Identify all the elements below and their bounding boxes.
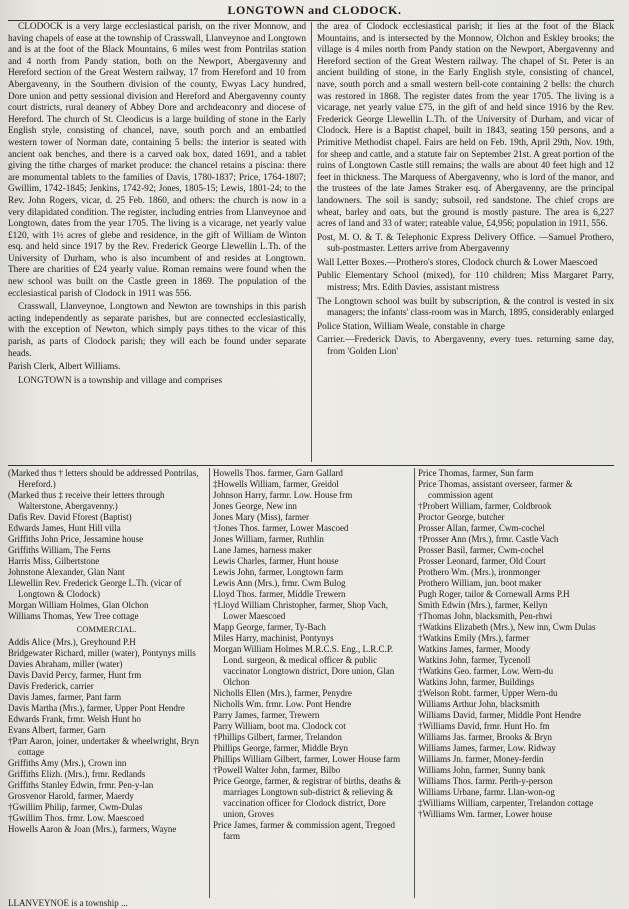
directory-entry: Johnstone Alexander, Glan Nant <box>8 567 125 577</box>
directory-entry: Watkins James, farmer, Moody <box>418 644 531 654</box>
directory-entry: Prothero Wm. (Mrs.), ironmonger <box>418 567 541 577</box>
directory-entry: Nicholls Wm. frmr. Low. Pont Hendre <box>213 699 352 709</box>
postal-note: (Marked thus † letters should be addressed Pontrilas, Hereford.) <box>8 468 199 489</box>
directory-entry: Williams David, farmer, Middle Pont Hendre <box>418 710 581 720</box>
directory-entry: †Gwillim Thos. frmr. Low. Maescoed <box>8 813 144 823</box>
directory-entry: Griffiths Amy (Mrs.), Crown inn <box>8 758 127 768</box>
directory-entry: Lane James, harness maker <box>213 545 312 555</box>
directory-entry: Jones William, farmer, Ruthlin <box>213 534 324 544</box>
directory-entry: †Williams David, frmr. Hunt Ho. fm <box>418 721 550 731</box>
directory-section <box>8 468 614 908</box>
description-paragraph: Wall Letter Boxes.—Prothero's stores, Clodock church & Lower Maescoed <box>317 257 598 268</box>
directory-column-1 <box>8 468 205 898</box>
description-left-column <box>8 22 306 462</box>
description-paragraph: Crasswall, Llanveynoe, Longtown and Newton are townships in this parish acting independently as separate parishes, but are connected ecclesiastically, with the exception of Newton, which simply pays tithes to the vicar of this parish, as parts of Clodock parish; they will each be found under separate heads. <box>8 302 306 359</box>
directory-entry: †Probert William, farmer, Coldbrook <box>418 501 552 511</box>
directory-entry: Williams Thos. farmr. Perth-y-person <box>418 776 553 786</box>
directory-entry: Parry William, boot ma. Clodock cot <box>213 721 346 731</box>
directory-entry: Griffiths Elizh. (Mrs.), frmr. Redlands <box>8 769 146 779</box>
directory-entry: Jones George, New inn <box>213 501 297 511</box>
description-paragraph: Carrier.—Frederick Davis, to Abergavenny, every tues. returning same day, from 'Golden Lion' <box>317 335 614 358</box>
directory-entry: †Phillips Gilbert, farmer, Trelandon <box>213 732 342 742</box>
directory-entry: Pugh Roger, tailor & Cornewall Arms P.H <box>418 589 570 599</box>
section-rule <box>8 465 614 466</box>
directory-entry: †Watkins Emily (Mrs.), farmer <box>418 633 530 643</box>
directory-entry: Mapp George, farmer, Ty-Bach <box>213 622 326 632</box>
directory-entry: †Parr Aaron, joiner, undertaker & wheelwright, Bryn cottage <box>8 736 199 757</box>
directory-entry: †Watkins Elizabeth (Mrs.), New inn, Cwm Dulas <box>418 622 596 632</box>
directory-entry: Edwards James, Hunt Hill villa <box>8 523 121 533</box>
directory-entry: Price George, farmer, & registrar of births, deaths & marriages Longtown sub-district & relieving & vaccination officer for Clodock district, Dore union, Groves <box>213 776 402 819</box>
directory-entry: Howells Aaron & Joan (Mrs.), farmers, Wayne <box>8 824 177 834</box>
directory-entry: Llewellin Rev. Frederick George L.Th. (vicar of Longtown & Clodock) <box>8 578 182 599</box>
directory-entry: Miles Harry, machinist, Pontynys <box>213 633 334 643</box>
directory-entry: Lewis Charles, farmer, Hunt house <box>213 556 339 566</box>
description-paragraph: Police Station, William Weale, constable in charge <box>317 321 505 332</box>
description-paragraph: Parish Clerk, Albert Williams. <box>8 362 121 373</box>
directory-entry: †Thomas John, blacksmith, Pen-rhwi <box>418 611 553 621</box>
directory-entry: Williams Jn. farmer, Money-ferdin <box>418 754 544 764</box>
directory-entry: Williams Jas. farmer, Brooks & Bryn <box>418 732 553 742</box>
directory-entry: †Lloyd William Christopher, farmer, Shop Vach, Lower Maescoed <box>213 600 389 621</box>
directory-entry: †Powell Walter John, farmer, Bilbo <box>213 765 341 775</box>
directory-entry: Prosser Allan, farmer, Cwm-cochel <box>418 523 545 533</box>
title-rule <box>8 20 614 21</box>
description-paragraph: CLODOCK is a very large ecclesiastical parish, on the river Monnow, and having chapels of ease at the township of Crasswall, Llanveynoe and Longtown and is at the foot of the Black Mountains, 6 miles west from Pontrilas station and 4 north from Pandy station, both on the Newport, Abergavenny and Hereford section of the Great Western railway, 17 from Hereford and 10 from Abergavenny, in the Southern division of the county, Ewyas Lacy hundred, Dore union and petty sessional division and Hereford and Abergavenny county court districts, rural deanery of Abbey Dore and archdeaconry and diocese of Hereford. The church of St. Cleodicus is a large building of stone in the Early English style, consisting of chancel, nave, south porch and an embattled western tower of Norman date, containing 5 bells: the interior is seated with ancient oak benches, and there is a carved oak box, dated 1691, and a tablet giving the tithe charges of market produce: the chancel retains a piscina: there are monumental tablets to the families of Davis, 1780-1837; Price, 1764-1807; Gwillim, 1742-1845; Jenkins, 1742-92; Jones, 1805-15; Lewis, 1801-24; to the Rev. John Rogers, vicar, d. 25 Feb. 1860, and others: the church is now in a very dilapidated condition. The register, including entries from Llanveynoe and Longtown, dates from the year 1705. The living is a vicarage, net yearly value £120, with 1½ acres of glebe and residence, in the gift of William de Winton esq. and held since 1917 by the Rev. Frederick George Llewellin L.Th. of the University of Durham, who is also incumbent of and resides at Longtown. There are charities of £24 yearly value. Roman remains were found when the new school was built on the Castle green in 1869. The population of the ecclesiastical parish of Clodock in 1911 was 556. <box>8 22 306 299</box>
directory-entry: Smith Edwin (Mrs.), farmer, Kellyn <box>418 600 548 610</box>
directory-entry: †Gwillim Philip, farmer, Cwm-Dulas <box>8 802 143 812</box>
directory-entry: Griffiths Stanley Edwin, frmr. Pen-y-lan <box>8 780 154 790</box>
directory-entry: ‡Howells William, farmer, Greidol <box>213 479 339 489</box>
directory-entry: Davis David Percy, farmer, Hunt frm <box>8 670 142 680</box>
directory-entry: Bridgewater Richard, miller (water), Pontynys mills <box>8 648 196 658</box>
directory-entry: Grosvenor Harold, farmer, Maerdy <box>8 791 134 801</box>
directory-entry: Williams John, farmer, Sunny bank <box>418 765 546 775</box>
directory-entry: Dafis Rev. David Fforest (Baptist) <box>8 512 132 522</box>
directory-entry: Parry James, farmer, Trewern <box>213 710 320 720</box>
directory-entry: Phillips George, farmer, Middle Bryn <box>213 743 348 753</box>
directory-column-3 <box>418 468 614 898</box>
column-divider <box>311 22 312 462</box>
commercial-heading: COMMERCIAL. <box>76 624 137 634</box>
description-paragraph: The Longtown school was built by subscription, & the control is vested in six managers; the infants' class-room was in March, 1895, considerably enlarged <box>317 296 614 319</box>
directory-entry: Davis Martha (Mrs.), farmer, Upper Pont Hendre <box>8 703 185 713</box>
directory-entry: Davis Frederick, carrier <box>8 681 94 691</box>
column-divider <box>414 468 415 898</box>
directory-entry: Morgan William Holmes M.R.C.S. Eng., L.R.C.P. Lond. surgeon, & medical officer & public vaccinator Longtown district, Dore union, Glan Olchon <box>213 644 395 687</box>
directory-entry: ‡Welson Robt. farmer, Upper Wern-du <box>418 688 558 698</box>
directory-entry: Griffiths William, The Ferns <box>8 545 111 555</box>
directory-entry: Price James, farmer & commission agent, Tregoed farm <box>213 820 395 841</box>
directory-entry: Addis Alice (Mrs.), Greyhound P.H <box>8 637 136 647</box>
directory-entry: Davis James, farmer, Pant farm <box>8 692 122 702</box>
column-divider <box>209 468 210 898</box>
directory-entry: Howells Thos. farmer, Garn Gallard <box>213 468 343 478</box>
directory-entry: †Jones Thos. farmer, Lower Mascoed <box>213 523 349 533</box>
directory-entry: Lewis Ann (Mrs.), frmr. Cwm Bulog <box>213 578 346 588</box>
page-title: LONGTOWN and CLODOCK. <box>227 3 402 17</box>
directory-entry: Griffiths John Price, Jessamine house <box>8 534 144 544</box>
directory-entry: Prothero William, jun. boot maker <box>418 578 542 588</box>
directory-entry: Lloyd Thos. farmer, Middle Trewern <box>213 589 346 599</box>
directory-entry: Price Thomas, farmer, Sun farm <box>418 468 534 478</box>
directory-entry: Lewis John, farmer, Longtown farm <box>213 567 344 577</box>
directory-entry: Williams Urbane, farmr. Llan-won-og <box>418 787 555 797</box>
directory-entry: †Prosser Ann (Mrs.), frmr. Castle Vach <box>418 534 559 544</box>
directory-entry: †Watkins Geo. farmer, Low. Wern-du <box>418 666 554 676</box>
description-section <box>8 22 614 462</box>
description-right-column <box>317 22 614 462</box>
directory-entry: Jones Mary (Miss), farmer <box>213 512 309 522</box>
description-paragraph: Public Elementary School (mixed), for 110 children; Miss Margaret Parry, mistress; Mrs. Edith Davies, assistant mistress <box>317 271 614 294</box>
directory-entry: †Williams Wm. farmer, Lower house <box>418 809 553 819</box>
directory-entry: Harris Miss, Gilbertstone <box>8 556 100 566</box>
directory-entry: Williams Thomas, Yew Tree cottage <box>8 611 139 621</box>
directory-entry: Watkins John, farmer, Tycenoll <box>418 655 531 665</box>
directory-entry: Watkins John, farmer, Buildings <box>418 677 535 687</box>
directory-entry: Davies Abraham, miller (water) <box>8 659 123 669</box>
directory-entry: Price Thomas, assistant overseer, farmer & commission agent <box>418 479 573 500</box>
directory-column-2 <box>213 468 410 898</box>
directory-entry: ‡Williams William, carpenter, Trelandon cottage <box>418 798 594 808</box>
directory-entry: Nicholls Ellen (Mrs.), farmer, Penydre <box>213 688 352 698</box>
directory-entry: Prosser Leonard, farmer, Old Court <box>418 556 546 566</box>
description-paragraph: Post, M. O. & T. & Telephonic Express Delivery Office. —Samuel Prothero, sub-postmaster. Letters arrive from Abergavenny <box>317 232 614 255</box>
directory-entry: Williams James, farmer, Low. Ridway <box>418 743 556 753</box>
description-paragraph: the area of Clodock ecclesiastical parish; it lies at the foot of the Black Mountains, and is intersected by the Monnow, Olchon and Eskley brooks; the village is 4 miles north from Pandy station on the Newport, Abergavenny and Hereford section of the Great Western railway. The chapel of St. Peter is an ancient building of stone, in the Early English style, consisting of chancel, nave, south porch and a small western bell-cote containing 2 bells: the church was restored in 1868. The register dates from the year 1705. The living is a vicarage, net yearly value £75, in the gift of and held since 1916 by the Rev. Frederick George Llewellin L.Th. of the University of Durham, and vicar of Clodock. Here is a Baptist chapel, built in 1843, seating 150 persons, and a Primitive Methodist chapel. Fairs are held on Feb. 19th, April 29th, Nov. 19th, for sheep and cattle, and a statute fair on September 21st. A great portion of the ruins of Longtown Castle still remains; the walls are about 40 feet high and 12 feet in thickness. The Marquess of Abergavenny, who is lord of the manor, and the trustees of the late James Straker esq. of Abergavenny, are the principal landowners. The soil is sandy; subsoil, red sandstone. The chief crops are wheat, barley and oats, but the ground is mostly pasture. The area is 6,227 acres of land and 33 of water; rateable value, £4,956; population in 1911, 556. <box>317 22 614 230</box>
description-paragraph: LONGTOWN is a township and village and comprises <box>18 375 223 386</box>
postal-note: (Marked thus ‡ receive their letters through Walterstone, Abergavenny.) <box>8 490 165 511</box>
next-entry-fragment: LLANVEYNOE is a township ... <box>8 898 128 908</box>
directory-entry: Prosser Basil, farmer, Cwm-cochel <box>418 545 544 555</box>
directory-entry: Morgan William Holmes, Glan Olchon <box>8 600 149 610</box>
directory-entry: Edwards Frank, frmr. Welsh Hunt ho <box>8 714 141 724</box>
directory-entry: Johnson Harry, farmr. Low. House frm <box>213 490 353 500</box>
directory-entry: Williams Arthur John, blacksmith <box>418 699 540 709</box>
directory-entry: Evans Albert, farmer, Garn <box>8 725 106 735</box>
directory-entry: Proctor George, butcher <box>418 512 505 522</box>
directory-entry: Phillips William Gilbert, farmer, Lower House farm <box>213 754 401 764</box>
